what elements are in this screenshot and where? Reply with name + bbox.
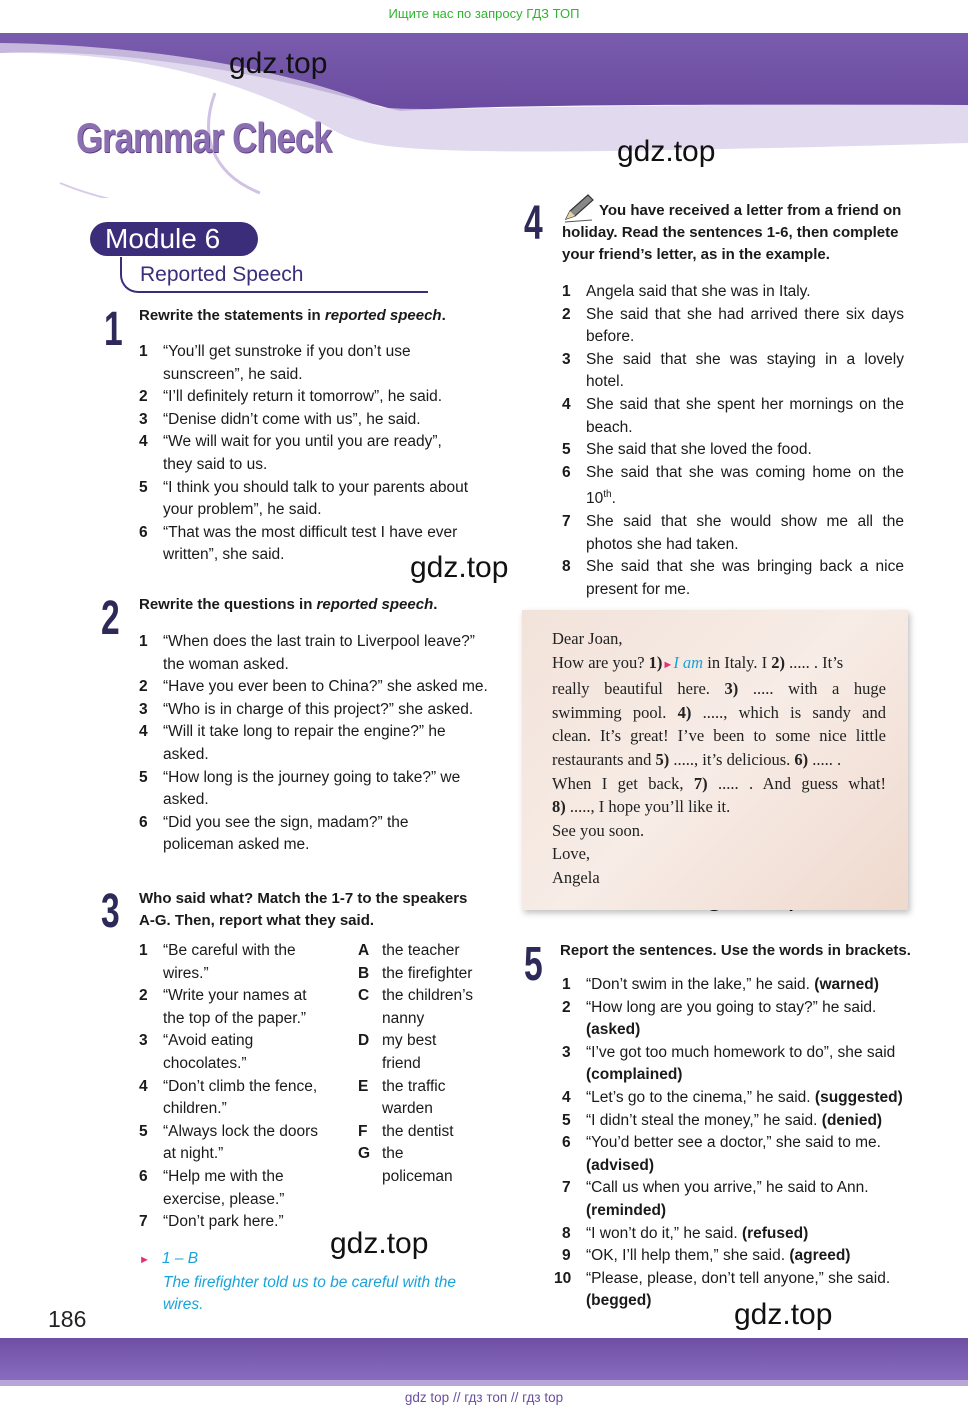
item-text: the teacher xyxy=(382,942,460,959)
item-text: beach. xyxy=(586,418,633,436)
list-item xyxy=(139,409,489,432)
item-text: before. xyxy=(586,328,635,346)
item-number: 3 xyxy=(562,350,571,368)
item-date: 10th. xyxy=(586,489,616,508)
item-number: 6 xyxy=(562,463,571,481)
list-item xyxy=(139,1211,344,1234)
item-text: the traffic xyxy=(382,1077,446,1095)
list-item xyxy=(358,1121,498,1144)
item-number: 5 xyxy=(139,1122,148,1140)
item-number: 4 xyxy=(139,1077,148,1095)
item-text: She said that she would show me all the xyxy=(586,513,904,531)
item-text: “Let’s go to the cinema,” he said. xyxy=(586,1088,811,1106)
bracket-word: (complained) xyxy=(586,1066,683,1084)
item-text: “Have you ever been to China?” she asked me. xyxy=(163,678,488,696)
item-text: the children’s xyxy=(382,987,474,1005)
item-text: Angela said that she was in Italy. xyxy=(586,283,811,300)
item-text: at night.” xyxy=(163,1145,224,1163)
list-item xyxy=(139,985,344,1030)
list-item xyxy=(358,1030,498,1075)
item-text: She said that she was staying in a lovely hotel. xyxy=(586,350,904,391)
item-number: 2 xyxy=(139,987,148,1005)
item-number: 7 xyxy=(562,513,571,531)
item-number: A xyxy=(358,942,370,959)
item-text: warden xyxy=(382,1100,433,1118)
bracket-word: (suggested) xyxy=(814,1088,903,1106)
item-number: 6 xyxy=(139,813,148,831)
item-number: B xyxy=(358,964,370,982)
arrow-icon: ► xyxy=(139,1254,150,1266)
list-item xyxy=(139,812,489,857)
letter-text: Dear Joan, How are you? 1)►I am in Italy. I 2) ..... . It’s really beautiful here. 3) ..... with a huge swimming pool. 4) ....., which is sandy and clean. It’s great! I’ve been to some nice little restaurants and 5) ....., it’s delicious. 6) ..... . When I get back, 7) ..... . And guess what! 8) ....., I hope you’ll like it. See you soon. Love, Angela xyxy=(552,629,886,887)
item-text: “Did you see the sign, madam?” the xyxy=(163,813,409,831)
footer-links: gdz top // гдз топ // гдз top xyxy=(404,1390,564,1405)
item-text: nanny xyxy=(382,1009,425,1027)
watermark: gdz.top xyxy=(330,1227,429,1260)
list-item xyxy=(562,556,904,601)
list-item xyxy=(562,349,904,394)
item-text: “Be careful with the xyxy=(163,942,296,959)
list-item xyxy=(139,631,489,676)
list-item xyxy=(139,1166,344,1211)
list-item xyxy=(139,1121,344,1166)
list-item xyxy=(562,511,904,556)
page-number: 186 xyxy=(48,1306,87,1332)
item-text: “I think you should talk to your parents about xyxy=(163,478,469,496)
list-item xyxy=(139,431,489,476)
item-text: “I’ve got too much homework to do”, she said xyxy=(586,1043,896,1061)
exercise-3-speakers xyxy=(358,940,498,1189)
list-item xyxy=(562,281,904,304)
item-text: “I’ll definitely return it tomorrow”, he said. xyxy=(163,388,443,406)
item-text: the dentist xyxy=(382,1122,454,1140)
item-number: 4 xyxy=(562,1088,571,1106)
footer-band-accent xyxy=(0,1380,968,1386)
item-text: “I won’t do it,” he said. xyxy=(586,1224,738,1242)
list-item xyxy=(139,676,489,699)
module-label: Module 6 xyxy=(90,222,258,256)
list-item xyxy=(562,394,904,439)
item-number: 2 xyxy=(562,305,571,323)
item-number: 1 xyxy=(139,343,148,360)
watermark: gdz.top xyxy=(617,135,716,168)
item-number: 1 xyxy=(139,633,148,650)
item-number: 3 xyxy=(139,700,148,718)
item-text: “OK, I’ll help them,” she said. xyxy=(586,1247,785,1265)
list-item xyxy=(139,477,489,522)
bracket-word: (reminded) xyxy=(586,1201,667,1219)
item-number: 5 xyxy=(562,441,571,459)
item-number: 3 xyxy=(562,1043,571,1061)
item-text: asked. xyxy=(163,791,209,809)
item-number: 10 xyxy=(554,1269,572,1287)
item-text: She said that she had arrived there six days xyxy=(586,305,904,323)
item-text: “Don’t climb the fence, xyxy=(163,1077,318,1095)
item-number: 6 xyxy=(139,1167,148,1185)
item-text: “How long is the journey going to take?” we xyxy=(163,768,461,786)
list-item xyxy=(139,940,344,985)
item-number: 1 xyxy=(139,942,148,959)
item-text: “Denise didn’t come with us”, he said. xyxy=(163,410,421,428)
item-text: “Don’t park here.” xyxy=(163,1213,284,1231)
item-number: 8 xyxy=(562,1224,571,1242)
item-text: the firefighter xyxy=(382,964,473,982)
item-number: 1 xyxy=(562,283,571,300)
item-text: “I didn’t steal the money,” he said. xyxy=(586,1111,818,1129)
item-text: “How long are you going to stay?” he said. xyxy=(586,998,877,1016)
item-text: the xyxy=(382,1145,404,1163)
exercise-number: 2 xyxy=(101,592,120,645)
item-text: asked. xyxy=(163,745,209,763)
item-text: “Always lock the doors xyxy=(163,1122,319,1140)
list-item xyxy=(139,721,489,766)
item-text: “Will it take long to repair the engine?” he xyxy=(163,723,446,741)
exercise-3-quotes xyxy=(139,940,344,1234)
item-text: policeman xyxy=(382,1167,453,1185)
item-number: 7 xyxy=(139,1213,148,1231)
list-item xyxy=(358,1076,498,1121)
list-item xyxy=(562,304,904,349)
exercise-1-list xyxy=(139,341,489,567)
item-number: C xyxy=(358,987,370,1005)
page-title: Grammar Check xyxy=(76,114,332,161)
item-text: the woman asked. xyxy=(163,655,289,673)
exercise-heading: Rewrite the statements in reported speech. xyxy=(139,307,446,324)
bracket-word: (warned) xyxy=(814,976,879,993)
item-text: children.” xyxy=(163,1100,227,1118)
module-subtitle: Reported Speech xyxy=(140,263,304,286)
list-item xyxy=(562,1132,904,1177)
item-number: 4 xyxy=(139,723,148,741)
list-item xyxy=(562,439,904,462)
item-number: F xyxy=(358,1122,368,1140)
item-text: present for me. xyxy=(586,580,691,598)
list-item xyxy=(562,462,904,511)
exercise-heading: Report the sentences. Use the words in brackets. xyxy=(560,942,911,959)
item-text: “Please, please, don’t tell anyone,” she said. xyxy=(586,1269,891,1287)
item-number: 2 xyxy=(139,388,148,406)
item-text: “When does the last train to Liverpool leave?” xyxy=(163,633,475,650)
watermark: gdz.top xyxy=(229,47,328,80)
item-text: sunscreen”, he said. xyxy=(163,365,303,383)
item-text: She said that she spent her mornings on the xyxy=(586,395,904,413)
exercise-5-list xyxy=(554,974,904,1313)
item-number: D xyxy=(358,1032,370,1050)
item-text: “Avoid eating xyxy=(163,1032,254,1050)
exercise-heading: Who said what? Match the 1-7 to the speakers A-G. Then, report what they said. xyxy=(139,890,468,929)
list-item xyxy=(358,1143,498,1188)
item-number: 4 xyxy=(562,395,571,413)
item-text: the top of the paper.” xyxy=(163,1009,307,1027)
item-text: “We will wait for you until you are ready”, xyxy=(163,433,442,451)
item-text: “Don’t swim in the lake,” he said. xyxy=(586,976,810,993)
item-number: 1 xyxy=(562,976,571,993)
exercise-number: 1 xyxy=(104,303,123,356)
list-item xyxy=(562,1087,904,1110)
exercise-heading: Rewrite the questions in reported speech. xyxy=(139,596,438,613)
exercise-number: 3 xyxy=(101,885,120,938)
exercise-3-example: ► 1 – B The firefighter told us to be careful with the wires. xyxy=(139,1250,456,1314)
list-item xyxy=(358,963,498,986)
footer-band xyxy=(0,1338,968,1382)
exercise-number: 5 xyxy=(524,938,543,991)
item-number: 6 xyxy=(139,523,148,541)
item-number: 5 xyxy=(139,768,148,786)
list-item xyxy=(139,1076,344,1121)
list-item xyxy=(554,1268,904,1313)
item-text: “You’d better see a doctor,” she said to me. xyxy=(586,1134,881,1152)
item-text: “Call us when you arrive,” he said to Ann. xyxy=(586,1179,869,1197)
list-item xyxy=(562,1245,904,1268)
bracket-word: (agreed) xyxy=(789,1247,851,1265)
item-text: She said that she was coming home on the xyxy=(586,463,904,481)
item-number: 8 xyxy=(562,558,571,576)
list-item xyxy=(358,940,498,963)
exercise-number: 4 xyxy=(524,197,543,250)
exercise-2-list xyxy=(139,631,489,857)
item-number: 4 xyxy=(139,433,148,451)
item-text: written”, she said. xyxy=(163,546,285,564)
item-number: 2 xyxy=(562,998,571,1016)
item-text: “You’ll get sunstroke if you don’t use xyxy=(163,343,411,360)
item-number: E xyxy=(358,1077,369,1095)
exercise-4-list xyxy=(562,281,904,601)
bracket-word: (denied) xyxy=(821,1111,883,1129)
item-text: “Who is in charge of this project?” she asked. xyxy=(163,700,474,718)
list-item xyxy=(562,1042,904,1087)
list-item xyxy=(562,974,904,997)
list-item xyxy=(562,997,904,1042)
item-text: my best xyxy=(382,1032,437,1050)
list-item xyxy=(139,767,489,812)
list-item xyxy=(139,699,489,722)
item-text: photos she had taken. xyxy=(586,535,739,553)
item-number: 3 xyxy=(139,410,148,428)
bracket-word: (asked) xyxy=(586,1021,641,1039)
list-item xyxy=(139,386,489,409)
item-number: 6 xyxy=(562,1134,571,1152)
item-text: friend xyxy=(382,1054,421,1072)
watermark: gdz.top xyxy=(410,551,509,584)
list-item xyxy=(358,985,498,1030)
item-text: “Help me with the xyxy=(163,1167,284,1185)
item-text: “Write your names at xyxy=(163,987,307,1005)
item-number: 5 xyxy=(139,478,148,496)
item-number: 3 xyxy=(139,1032,148,1050)
bracket-word: (begged) xyxy=(586,1292,652,1310)
item-number: 2 xyxy=(139,678,148,696)
top-note: Ищите нас по запросу ГДЗ ТОП xyxy=(388,6,580,21)
list-item xyxy=(139,341,489,386)
item-text: policeman asked me. xyxy=(163,836,310,854)
item-number: 9 xyxy=(562,1247,571,1265)
item-text: exercise, please.” xyxy=(163,1190,285,1208)
item-number: 7 xyxy=(562,1179,571,1197)
list-item xyxy=(562,1177,904,1222)
exercise-heading: You have received a letter from a friend on holiday. Read the sentences 1-6, then complete your friend’s letter, as in the example. xyxy=(562,202,902,263)
arrow-icon: ► xyxy=(662,658,674,671)
bracket-word: (refused) xyxy=(741,1224,809,1242)
watermark: gdz.top xyxy=(734,1298,833,1331)
list-item xyxy=(562,1223,904,1246)
bracket-word: (advised) xyxy=(586,1156,655,1174)
item-text: She said that she loved the food. xyxy=(586,441,812,459)
item-number: G xyxy=(358,1145,371,1163)
item-text: chocolates.” xyxy=(163,1054,247,1072)
list-item xyxy=(562,1110,904,1133)
item-text: wires.” xyxy=(163,964,209,982)
item-text: “That was the most difficult test I have ever xyxy=(163,523,458,541)
list-item xyxy=(139,522,489,567)
item-text: they said to us. xyxy=(163,455,268,473)
item-text: your problem”, he said. xyxy=(163,501,322,519)
item-number: 5 xyxy=(562,1111,571,1129)
list-item xyxy=(139,1030,344,1075)
item-text: She said that she was bringing back a nice xyxy=(586,558,904,576)
